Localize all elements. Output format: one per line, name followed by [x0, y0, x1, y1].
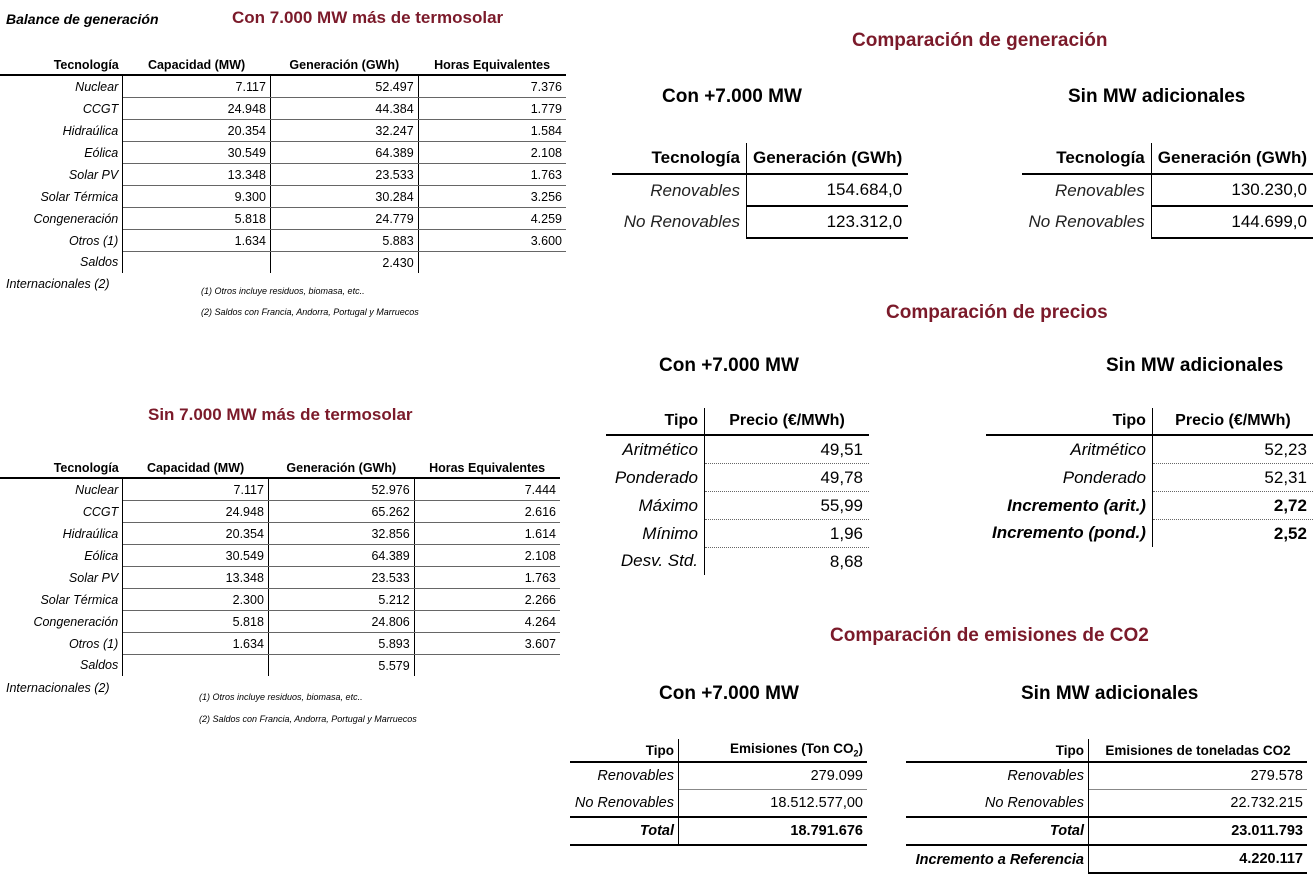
em-sin-value-increment: 4.220.117 — [1089, 845, 1308, 873]
em-sin-value-no-renovables: 22.732.215 — [1230, 795, 1303, 811]
cell-horas: 3.600 — [418, 230, 566, 252]
cell-generacion: 64.389 — [270, 142, 418, 164]
cell-tecnologia: Congeneración — [0, 611, 123, 633]
cell-generacion: 44.384 — [270, 98, 418, 120]
cell-capacidad: 5.818 — [123, 611, 269, 633]
table-row — [0, 478, 560, 501]
cell-tecnologia: Congeneración — [0, 208, 123, 230]
cell-tecnologia: Hidraúlica — [0, 523, 123, 545]
table-row — [0, 611, 560, 633]
em-con-value-no-renovables: 18.512.577,00 — [770, 795, 863, 811]
cell-horas: 3.607 — [414, 633, 560, 655]
table-row — [0, 252, 566, 274]
table-row — [986, 464, 1313, 492]
pr-sin-header-tipo: Tipo — [986, 408, 1152, 435]
cell-generacion: 24.806 — [268, 611, 414, 633]
cell-horas: 1.614 — [414, 523, 560, 545]
generation-sin-table — [1022, 143, 1313, 239]
emissions-con-table — [570, 739, 867, 846]
prices-con-title: Con +7.000 MW — [659, 355, 799, 376]
table1-title: Con 7.000 MW más de termosolar — [232, 8, 504, 27]
em-con-header-emisiones — [679, 739, 868, 762]
cell-generacion: 2.430 — [270, 252, 418, 274]
generation-balance-table-con — [0, 56, 566, 273]
cell-capacidad: 5.818 — [123, 208, 271, 230]
cell-generacion: 5.212 — [268, 589, 414, 611]
cell-tecnologia: Eólica — [0, 545, 123, 567]
table-row — [606, 435, 869, 464]
cell-capacidad: 7.117 — [123, 478, 269, 501]
col-header-capacidad: Capacidad (MW) — [123, 56, 271, 75]
gen-con-label-no-renovables: No Renovables — [612, 206, 747, 238]
table-row — [0, 589, 560, 611]
table-row — [0, 98, 566, 120]
pr-con-header-tipo: Tipo — [606, 408, 705, 435]
cell-capacidad: 13.348 — [123, 164, 271, 186]
cell-tecnologia: Eólica — [0, 142, 123, 164]
price-label: Máximo — [606, 492, 705, 520]
em-con-value-total: 18.791.676 — [679, 817, 868, 845]
cell-generacion: 52.497 — [270, 75, 418, 98]
table-row — [0, 186, 566, 208]
cell-capacidad: 7.117 — [123, 75, 271, 98]
cell-tecnologia: Solar PV — [0, 164, 123, 186]
cell-capacidad — [123, 252, 271, 274]
em-con-header-close: ) — [858, 741, 863, 757]
gen-con-header-tecnologia: Tecnología — [612, 143, 747, 174]
cell-tecnologia: Saldos — [0, 252, 123, 274]
em-sin-label-increment: Incremento a Referencia — [906, 845, 1089, 873]
em-con-value-renovables: 279.099 — [679, 762, 868, 790]
cell-capacidad — [123, 655, 269, 677]
col-header-horas: Horas Equivalentes — [414, 459, 560, 478]
cell-generacion: 65.262 — [268, 501, 414, 523]
table1-note-2: (2) Saldos con Francia, Andorra, Portugal y Marruecos — [201, 307, 419, 317]
cell-horas: 4.264 — [414, 611, 560, 633]
cell-capacidad: 9.300 — [123, 186, 271, 208]
em-sin-label-total: Total — [906, 817, 1089, 845]
price-value: 49,78 — [705, 464, 870, 492]
cell-generacion: 24.779 — [270, 208, 418, 230]
col-header-generacion: Generación (GWh) — [270, 56, 418, 75]
gen-sin-header-generacion: Generación (GWh) — [1151, 143, 1313, 174]
table2-note-1: (1) Otros incluye residuos, biomasa, etc.. — [199, 692, 363, 702]
balance-heading: Balance de generación — [6, 11, 159, 27]
cell-tecnologia: Otros (1) — [0, 230, 123, 252]
price-value: 52,31 — [1152, 464, 1313, 492]
gen-sin-value-no-renovables: 144.699,0 — [1151, 206, 1313, 238]
em-sin-value-total: 23.011.793 — [1089, 817, 1308, 845]
price-label: Aritmético — [986, 435, 1152, 464]
cell-tecnologia: Nuclear — [0, 75, 123, 98]
price-value: 2,52 — [1273, 523, 1307, 543]
table-row — [0, 567, 560, 589]
cell-horas: 7.376 — [418, 75, 566, 98]
emissions-sin-table — [906, 739, 1307, 874]
cell-horas: 2.266 — [414, 589, 560, 611]
cell-tecnologia: CCGT — [0, 501, 123, 523]
price-label: Mínimo — [606, 520, 705, 548]
table1-saldos-line2: Internacionales (2) — [6, 277, 110, 291]
pr-con-header-precio: Precio (€/MWh) — [705, 408, 870, 435]
emissions-comparison-title: Comparación de emisiones de CO2 — [830, 625, 1149, 646]
em-sin-value-renovables: 279.578 — [1089, 762, 1308, 790]
price-label: Aritmético — [606, 435, 705, 464]
cell-capacidad: 1.634 — [123, 230, 271, 252]
em-sin-label-no-renovables: No Renovables — [906, 790, 1089, 818]
cell-capacidad: 2.300 — [123, 589, 269, 611]
cell-horas — [414, 655, 560, 677]
price-value: 2,72 — [1152, 492, 1313, 520]
cell-capacidad: 13.348 — [123, 567, 269, 589]
cell-horas: 2.616 — [414, 501, 560, 523]
table-row — [0, 120, 566, 142]
table-row — [0, 545, 560, 567]
cell-tecnologia: Otros (1) — [0, 633, 123, 655]
cell-horas: 4.259 — [418, 208, 566, 230]
em-con-label-total: Total — [570, 817, 679, 845]
cell-capacidad: 20.354 — [123, 120, 271, 142]
cell-horas: 3.256 — [418, 186, 566, 208]
cell-tecnologia: Saldos — [0, 655, 123, 677]
price-value: 1,96 — [705, 520, 870, 548]
table1-note-1: (1) Otros incluye residuos, biomasa, etc.. — [201, 286, 365, 296]
cell-capacidad: 24.948 — [123, 98, 271, 120]
cell-generacion: 30.284 — [270, 186, 418, 208]
cell-tecnologia: Solar Térmica — [0, 186, 123, 208]
price-label: Ponderado — [986, 464, 1152, 492]
prices-con-table — [606, 408, 869, 575]
price-value: 55,99 — [705, 492, 870, 520]
price-label: Desv. Std. — [606, 548, 705, 576]
em-sin-label-renovables: Renovables — [906, 762, 1089, 790]
table-row — [0, 501, 560, 523]
table-row — [0, 164, 566, 186]
cell-generacion: 23.533 — [270, 164, 418, 186]
cell-tecnologia: Solar PV — [0, 567, 123, 589]
prices-sin-title: Sin MW adicionales — [1106, 355, 1284, 376]
cell-generacion: 23.533 — [268, 567, 414, 589]
cell-capacidad: 24.948 — [123, 501, 269, 523]
em-con-label-renovables: Renovables — [570, 762, 679, 790]
cell-horas — [418, 252, 566, 274]
cell-horas: 1.779 — [418, 98, 566, 120]
gen-sin-label-renovables: Renovables — [1022, 174, 1151, 206]
cell-capacidad: 30.549 — [123, 545, 269, 567]
table2-title: Sin 7.000 MW más de termosolar — [148, 405, 413, 424]
prices-comparison-title: Comparación de precios — [886, 302, 1108, 323]
gen-con-value-no-renovables: 123.312,0 — [747, 206, 909, 238]
price-value: 8,68 — [829, 551, 863, 571]
cell-tecnologia: CCGT — [0, 98, 123, 120]
table-row — [606, 520, 869, 548]
table-row — [0, 142, 566, 164]
cell-generacion: 32.856 — [268, 523, 414, 545]
em-con-header-tipo: Tipo — [570, 739, 679, 762]
generation-con-table — [612, 143, 908, 239]
col-header-generacion: Generación (GWh) — [268, 459, 414, 478]
cell-horas: 1.763 — [418, 164, 566, 186]
price-label: Incremento (pond.) — [986, 520, 1152, 548]
cell-tecnologia: Nuclear — [0, 478, 123, 501]
prices-sin-table — [986, 408, 1313, 547]
em-sin-header-tipo: Tipo — [906, 739, 1089, 762]
table-row — [986, 492, 1313, 520]
table-row — [606, 548, 869, 576]
generation-sin-title: Sin MW adicionales — [1068, 86, 1246, 107]
table-row — [986, 435, 1313, 464]
cell-generacion: 32.247 — [270, 120, 418, 142]
gen-sin-header-tecnologia: Tecnología — [1022, 143, 1151, 174]
gen-con-label-renovables: Renovables — [612, 174, 747, 206]
col-header-horas: Horas Equivalentes — [418, 56, 566, 75]
cell-horas: 1.763 — [414, 567, 560, 589]
cell-generacion: 52.976 — [268, 478, 414, 501]
emissions-sin-title: Sin MW adicionales — [1021, 683, 1199, 704]
price-value: 49,51 — [705, 435, 870, 464]
cell-capacidad: 1.634 — [123, 633, 269, 655]
cell-horas: 7.444 — [414, 478, 560, 501]
cell-horas: 2.108 — [418, 142, 566, 164]
gen-sin-label-no-renovables: No Renovables — [1022, 206, 1151, 238]
col-header-capacidad: Capacidad (MW) — [123, 459, 269, 478]
table-row — [0, 75, 566, 98]
table-row — [0, 633, 560, 655]
cell-horas: 1.584 — [418, 120, 566, 142]
em-sin-header-emisiones: Emisiones de toneladas CO2 — [1089, 739, 1308, 762]
price-value: 52,23 — [1152, 435, 1313, 464]
cell-generacion: 5.883 — [270, 230, 418, 252]
cell-tecnologia: Hidraúlica — [0, 120, 123, 142]
gen-con-header-generacion: Generación (GWh) — [747, 143, 909, 174]
emissions-con-title: Con +7.000 MW — [659, 683, 799, 704]
table-row — [986, 520, 1313, 548]
generation-comparison-title: Comparación de generación — [852, 30, 1108, 51]
em-con-header-emisiones-text: Emisiones (Ton CO — [729, 741, 854, 757]
cell-capacidad: 20.354 — [123, 523, 269, 545]
col-header-tecnologia: Tecnología — [0, 56, 123, 75]
cell-generacion: 5.579 — [268, 655, 414, 677]
gen-con-value-renovables: 154.684,0 — [747, 174, 909, 206]
cell-generacion: 5.893 — [268, 633, 414, 655]
cell-horas: 2.108 — [414, 545, 560, 567]
generation-con-title: Con +7.000 MW — [662, 86, 802, 107]
cell-generacion: 64.389 — [268, 545, 414, 567]
table-row — [606, 464, 869, 492]
table2-saldos-line2: Internacionales (2) — [6, 681, 110, 695]
table-row — [0, 208, 566, 230]
table-row — [0, 523, 560, 545]
generation-balance-table-sin — [0, 459, 560, 676]
table2-note-2: (2) Saldos con Francia, Andorra, Portugal y Marruecos — [199, 714, 417, 724]
table-row — [0, 230, 566, 252]
table-row — [606, 492, 869, 520]
table-row — [0, 655, 560, 677]
cell-capacidad: 30.549 — [123, 142, 271, 164]
gen-sin-value-renovables: 130.230,0 — [1151, 174, 1313, 206]
price-label: Ponderado — [606, 464, 705, 492]
price-label: Incremento (arit.) — [986, 492, 1152, 520]
col-header-tecnologia: Tecnología — [0, 459, 123, 478]
cell-tecnologia: Solar Térmica — [0, 589, 123, 611]
em-con-label-no-renovables: No Renovables — [570, 790, 679, 818]
pr-sin-header-precio: Precio (€/MWh) — [1152, 408, 1313, 435]
em-con-header-sub: 2 — [853, 748, 859, 759]
